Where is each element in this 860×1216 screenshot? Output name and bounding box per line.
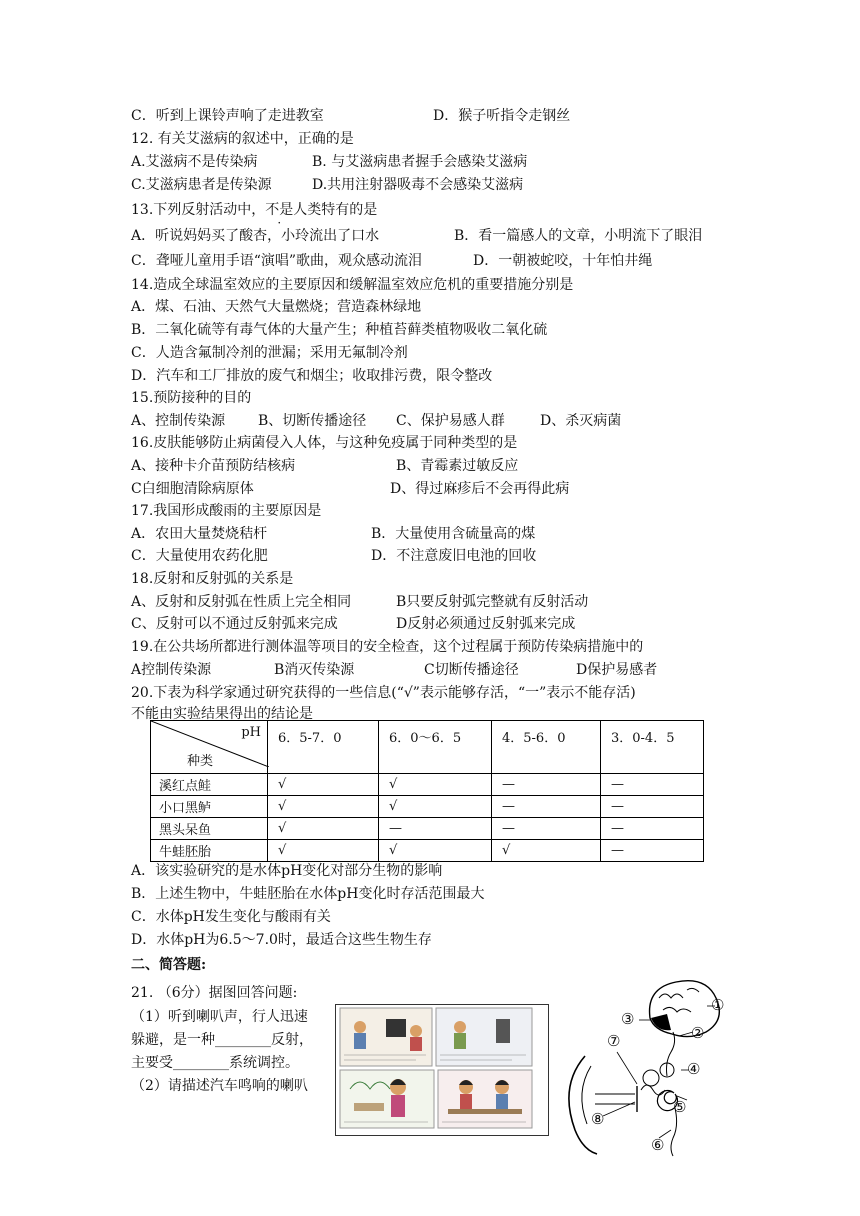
table-cell: √ — [268, 774, 379, 796]
reflex-cartoon-figure — [335, 1004, 549, 1136]
table-cell: — — [492, 796, 601, 818]
q13-option-d: D．一朝被蛇咬，十年怕井绳 — [473, 253, 653, 269]
q17-option-d: D．不注意废旧电池的回收 — [371, 548, 537, 564]
q20-option-d: D．水体pH为6.5～7.0时，最适合这些生物生存 — [131, 932, 432, 948]
q16-option-a: A、接种卡介苗预防结核病 — [131, 458, 296, 474]
q18-stem: 18.反射和反射弧的关系是 — [131, 571, 294, 587]
q12-option-a: A.艾滋病不是传染病 — [131, 154, 258, 170]
table-row — [151, 796, 704, 818]
table-cell: — — [492, 774, 601, 796]
table-row — [151, 774, 704, 796]
column-header: 4．5-6．0 — [492, 721, 601, 774]
table-cell: √ — [379, 796, 492, 818]
q18-option-a: A、反射和反射弧在性质上完全相同 — [131, 594, 352, 610]
q13-option-b: B．看一篇感人的文章，小明流下了眼泪 — [454, 228, 703, 244]
q14-option-a: A．煤、石油、天然气大量燃烧；营造森林绿地 — [131, 299, 422, 315]
q18-option-d: D反射必须通过反射弧来完成 — [396, 616, 576, 632]
q16-option-c: C白细胞清除病原体 — [131, 481, 254, 497]
q12-option-b: B. 与艾滋病患者握手会感染艾滋病 — [312, 154, 528, 170]
label-3: ③ — [621, 1010, 635, 1028]
q21-stem: 21. （6分）据图回答问题: — [131, 985, 298, 1001]
table-cell: √ — [379, 840, 492, 862]
q17-option-b: B．大量使用含硫量高的煤 — [371, 526, 536, 542]
q13-option-a: A．听说妈妈买了酸杏，小玲流出了口水 — [131, 228, 380, 244]
table-cell: √ — [268, 818, 379, 840]
table-cell: √ — [268, 796, 379, 818]
q16-stem: 16.皮肤能够防止病菌侵入人体，与这种免疫属于同种类型的是 — [131, 435, 518, 451]
q19-stem: 19.在公共场所都进行测体温等项目的安全检查，这个过程属于预防传染病措施中的 — [131, 639, 644, 655]
brain-ear-diagram — [555, 970, 745, 1160]
q19-option-d: D保护易感者 — [576, 662, 658, 678]
table-row — [151, 818, 704, 840]
species-name: 牛蛙胚胎 — [151, 840, 268, 862]
cartoon-illustrations — [336, 1005, 548, 1135]
section-2-heading: 二、简答题: — [131, 957, 207, 973]
column-header: 6．5-7．0 — [268, 721, 379, 774]
q12-stem: 12. 有关艾滋病的叙述中，正确的是 — [131, 131, 354, 147]
q17-option-c: C．大量使用农药化肥 — [131, 548, 268, 564]
label-1: ① — [711, 996, 725, 1014]
species-name: 溪红点鲑 — [151, 774, 268, 796]
header-ph-label: pH — [241, 725, 261, 740]
q20-option-c: C．水体pH发生变化与酸雨有关 — [131, 909, 331, 925]
q15-stem: 15.预防接种的目的 — [131, 390, 252, 406]
q19-option-a: A控制传染源 — [131, 662, 212, 678]
table-corner-cell — [151, 721, 268, 774]
q20-option-a: A．该实验研究的是水体pH变化对部分生物的影响 — [131, 863, 443, 879]
q13-stem-emphasis: 不是 — [265, 202, 294, 218]
label-4: ④ — [687, 1060, 701, 1078]
label-8: ⑧ — [591, 1110, 605, 1128]
q14-option-b: B．二氧化硫等有毒气体的大量产生；种植苔藓类植物吸收二氧化硫 — [131, 322, 548, 338]
q19-option-c: C切断传播途径 — [424, 662, 519, 678]
q14-option-d: D．汽车和工厂排放的废气和烟尘；收取排污费，限令整改 — [131, 368, 493, 384]
column-header: 6．0～6．5 — [379, 721, 492, 774]
q13-stem-pre: 13.下列反射活动中， — [131, 202, 266, 218]
label-2: ② — [691, 1024, 705, 1042]
table-cell: — — [492, 818, 601, 840]
q19-option-b: B消灭传染源 — [274, 662, 355, 678]
q15-option-a: A、控制传染源 — [131, 413, 226, 429]
q14-stem: 14.造成全球温室效应的主要原因和缓解温室效应危机的重要措施分别是 — [131, 277, 574, 293]
species-name: 黑头呆鱼 — [151, 818, 268, 840]
q12-option-d: D.共用注射器吸毒不会感染艾滋病 — [312, 177, 524, 193]
q15-option-d: D、杀灭病菌 — [540, 413, 622, 429]
q15-option-c: C、保护易感人群 — [396, 413, 505, 429]
q21-part2-line1: （2）请描述汽车鸣响的喇叭 — [131, 1078, 308, 1094]
q20-stem: 20.下表为科学家通过研究获得的一些信息(“√”表示能够存活，“一”表示不能存活) — [131, 685, 636, 701]
table-cell: √ — [492, 840, 601, 862]
q17-option-a: A．农田大量焚烧秸杆 — [131, 526, 268, 542]
table-cell: √ — [268, 840, 379, 862]
header-species-label: 种类 — [187, 754, 214, 769]
label-5: ⑤ — [673, 1098, 687, 1116]
q16-option-b: B、青霉素过敏反应 — [396, 458, 519, 474]
q18-option-b: B只要反射弧完整就有反射活动 — [396, 594, 589, 610]
species-name: 小口黑鲈 — [151, 796, 268, 818]
table-cell: — — [379, 818, 492, 840]
q13-stem — [131, 200, 377, 220]
q21-part1-line2: 躲避，是一种________反射， — [131, 1032, 313, 1048]
q17-stem: 17.我国形成酸雨的主要原因是 — [131, 503, 322, 519]
q20-subquestion: 不能由实验结果得出的结论是 — [131, 706, 313, 722]
table-cell: — — [601, 840, 704, 862]
table-header-row — [151, 721, 704, 774]
q21-part1-line1: （1）听到喇叭声，行人迅速 — [131, 1009, 308, 1025]
q18-option-c: C、反射可以不通过反射弧来完成 — [131, 616, 338, 632]
q11-option-c: C．听到上课铃声响了走进教室 — [131, 108, 324, 124]
q15-option-b: B、切断传播途径 — [258, 413, 367, 429]
q13-option-c: C．聋哑儿童用手语“演唱”歌曲，观众感动流泪 — [131, 253, 423, 269]
q20-option-b: B．上述生物中，牛蛙胚胎在水体pH变化时存活范围最大 — [131, 886, 485, 902]
q14-option-c: C．人造含氟制冷剂的泄漏；采用无氟制冷剂 — [131, 345, 408, 361]
q21-part1-line3: 主要受________系统调控。 — [131, 1055, 299, 1071]
q13-stem-post: 人类特有的是 — [293, 202, 378, 218]
label-6: ⑥ — [651, 1136, 665, 1154]
table-cell: — — [601, 774, 704, 796]
q12-option-c: C.艾滋病患者是传染源 — [131, 177, 272, 193]
table-cell: — — [601, 818, 704, 840]
q11-option-d: D．猴子听指令走钢丝 — [433, 108, 571, 124]
label-7: ⑦ — [607, 1032, 621, 1050]
column-header: 3．0-4．5 — [601, 721, 704, 774]
table-cell: √ — [379, 774, 492, 796]
ph-survival-table — [150, 720, 704, 862]
q16-option-d: D、得过麻疹后不会再得此病 — [390, 481, 570, 497]
table-cell: — — [601, 796, 704, 818]
table-row — [151, 840, 704, 862]
